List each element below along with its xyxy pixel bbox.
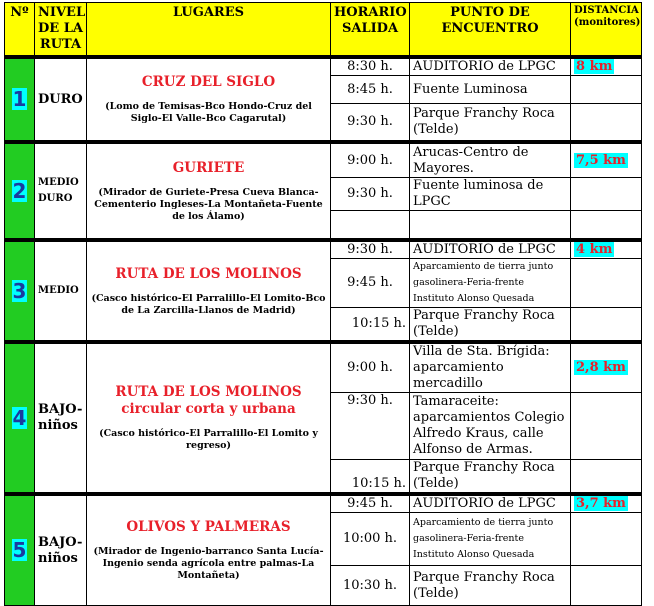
routes-table [4, 2, 642, 606]
header-nivel: NIVEL DE LA RUTA [35, 3, 87, 56]
distance-cell [571, 566, 642, 606]
distance-cell [571, 460, 642, 493]
meeting-point: Arucas-Centro de Mayores. [410, 144, 571, 178]
departure-time: 10:15 h. [331, 460, 410, 493]
departure-time: 9:45 h. [331, 496, 410, 513]
meeting-point: Fuente luminosa de LPGC [410, 178, 571, 211]
departure-time: 8:30 h. [331, 59, 410, 76]
route-name: RUTA DE LOS MOLINOS [115, 265, 302, 282]
table-row [5, 59, 642, 76]
meeting-point: Tamaraceite: aparcamientos Colegio Alfredo Kraus, calle Alfonso de Armas. [410, 393, 571, 460]
distance-value: 3,7 km [576, 496, 626, 511]
departure-time: 9:45 h. [331, 259, 410, 308]
distance-cell [571, 308, 642, 341]
route-number-cell [5, 344, 35, 493]
departure-time [331, 211, 410, 239]
distance-cell [571, 76, 642, 104]
distance-cell [571, 104, 642, 141]
distance-value: 2,8 km [576, 360, 626, 375]
departure-time: 10:15 h. [331, 308, 410, 341]
route-number-cell [5, 59, 35, 141]
route-name: OLIVOS Y PALMERAS [126, 519, 291, 535]
route-place-cell [87, 242, 331, 341]
departure-time: 9:30 h. [331, 242, 410, 259]
distance-cell [571, 242, 642, 259]
departure-time: 8:45 h. [331, 76, 410, 104]
route-name: GURIETE [172, 159, 245, 176]
route-number-cell [5, 496, 35, 606]
route-number: 4 [12, 405, 27, 430]
meeting-point: Parque Franchy Roca (Telde) [410, 460, 571, 493]
distance-cell [571, 496, 642, 513]
route-number: 2 [12, 178, 27, 203]
distance-cell [571, 513, 642, 566]
meeting-point: Villa de Sta. Brígida: aparcamiento mercadillo [410, 344, 571, 393]
departure-time: 9:30 h. [331, 178, 410, 211]
route-level: DURO [35, 59, 87, 141]
route-number-cell [5, 242, 35, 341]
table-row [5, 496, 642, 513]
table-row [5, 344, 642, 393]
route-place-cell [87, 496, 331, 606]
header-horario: HORARIO SALIDA [331, 3, 410, 56]
table-row [5, 144, 642, 178]
route-number: 5 [12, 538, 27, 562]
meeting-point [410, 211, 571, 239]
meeting-point: Fuente Luminosa [410, 76, 571, 104]
meeting-point: Parque Franchy Roca (Telde) [410, 308, 571, 341]
route-level: MEDIO DURO [35, 144, 87, 239]
route-number-cell [5, 144, 35, 239]
distance-cell [571, 344, 642, 393]
departure-time: 9:00 h. [331, 144, 410, 178]
departure-time: 9:30 h. [331, 104, 410, 141]
header-lugares: LUGARES [87, 3, 331, 56]
meeting-point: Aparcamiento de tierra junto gasolinera-Feria-frente Instituto Alonso Quesada [410, 259, 571, 308]
meeting-point: AUDITORIO de LPGC [410, 496, 571, 513]
meeting-point: Parque Franchy Roca (Telde) [410, 104, 571, 141]
meeting-point: Aparcamiento de tierra junto gasolinera-Feria-frente Instituto Alonso Quesada [410, 513, 571, 566]
distance-value: 8 km [576, 59, 613, 74]
departure-time: 10:00 h. [331, 513, 410, 566]
route-name: CRUZ DEL SIGLO [141, 74, 276, 90]
meeting-point: AUDITORIO de LPGC [410, 59, 571, 76]
route-description: (Mirador de Guriete-Presa Cueva Blanca-Cementerio Ingleses-La Montañeta-Fuente de los Álamo) [94, 186, 323, 222]
departure-time: 9:30 h. [331, 393, 410, 460]
route-number: 3 [12, 278, 27, 303]
meeting-point: Parque Franchy Roca (Telde) [410, 566, 571, 606]
route-description: (Lomo de Temisas-Bco Hondo-Cruz del Siglo-El Valle-Bco Cagarutal) [105, 101, 312, 124]
route-place-cell [87, 344, 331, 493]
distance-cell [571, 211, 642, 239]
table-row [5, 242, 642, 259]
route-place-cell [87, 59, 331, 141]
meeting-point: AUDITORIO de LPGC [410, 242, 571, 259]
route-description: (Casco histórico-El Parralillo-El Lomito-Bco de La Zarcilla-Llanos de Madrid) [91, 292, 326, 316]
route-level: BAJO-niños [35, 344, 87, 493]
route-description: (Casco histórico-El Parralillo-El Lomito y regreso) [99, 428, 318, 451]
header-row [5, 3, 642, 56]
header-punto: PUNTO DE ENCUENTRO [410, 3, 571, 56]
route-name: RUTA DE LOS MOLINOS circular corta y urbana [115, 384, 302, 417]
distance-cell [571, 393, 642, 460]
route-level: MEDIO [35, 242, 87, 341]
header-num: Nº [5, 3, 35, 56]
distance-cell [571, 59, 642, 76]
distance-cell [571, 259, 642, 308]
departure-time: 9:00 h. [331, 344, 410, 393]
route-number: 1 [12, 87, 27, 111]
route-description: (Mirador de Ingenio-barranco Santa Lucía-Ingenio senda agrícola entre palmas-La Montañeta) [93, 546, 324, 581]
departure-time: 10:30 h. [331, 566, 410, 606]
distance-cell [571, 144, 642, 178]
distance-value: 4 km [576, 242, 613, 257]
route-place-cell [87, 144, 331, 239]
header-distancia: DISTANCIA (monitores) [571, 3, 642, 56]
distance-value: 7,5 km [576, 152, 626, 168]
distance-cell [571, 178, 642, 211]
route-level: BAJO-niños [35, 496, 87, 606]
routes-body [5, 56, 642, 606]
